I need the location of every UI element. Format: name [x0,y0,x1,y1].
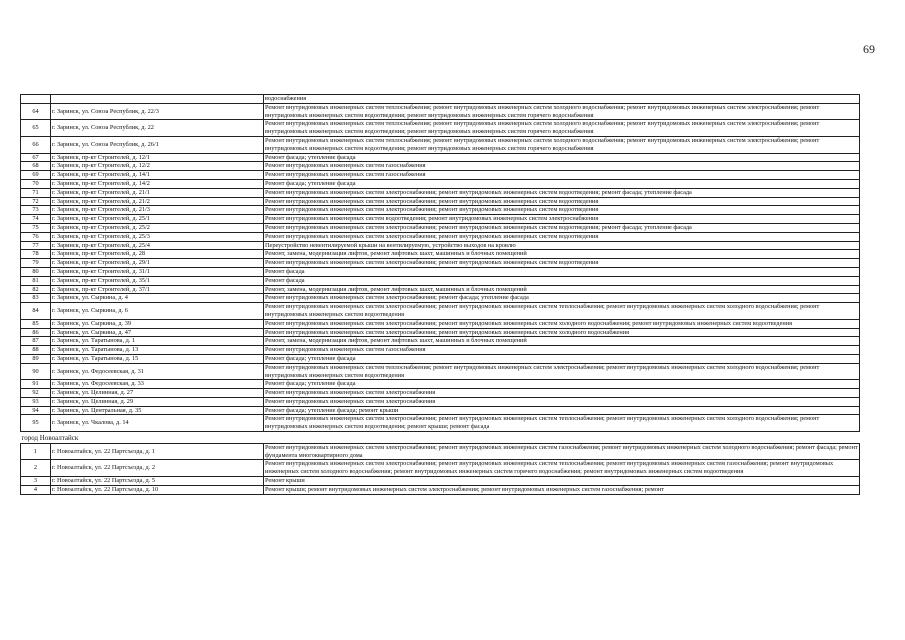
row-address: г. Заринск, ул. Союза Республик, д. 22/3 [51,103,264,120]
row-works: Ремонт внутридомовых инженерных систем водоотведения; ремонт внутридомовых инженерных систем электроснабжения [264,215,860,224]
row-number: 90 [21,363,51,380]
row-address: г. Заринск, пр-кт Строителей, д. 21/3 [51,206,264,215]
row-number: 82 [21,285,51,294]
row-address: г. Заринск, ул. Таратынова, д. 1 [51,337,264,346]
row-works: Ремонт фасада; утепление фасада [264,380,860,389]
row-works: Ремонт внутридомовых инженерных систем электроснабжения; ремонт внутридомовых инженерных систем газоснабжения; ремонт внутридомовых инженерных систем холодного водоснабжения; ремонт фасада; ремонт фундамента многоквартирного дома [265,443,858,459]
table-row [21,223,860,232]
row-number: 69 [21,171,51,180]
row-address: г. Заринск, пр-кт Строителей, д. 29/1 [51,259,264,268]
table-row [21,259,860,268]
table-row [21,346,860,355]
table-row [21,241,860,250]
row-address: г. Заринск, ул. Союза Республик, д. 26/1 [51,136,264,153]
table-row [21,337,860,346]
row-address: г. Заринск, ул. Союза Республик, д. 22 [51,120,264,137]
table-row [21,206,860,215]
table-row [21,389,860,398]
row-number: 79 [21,259,51,268]
row-works: Ремонт внутридомовых инженерных систем электроснабжения; ремонт внутридомовых инженерных систем теплоснабжения; ремонт внутридомовых инженерных систем газоснабжения; ремонт внутридомовых инженерных систем холодного водоснабжения; ремонт внутридомовых инженерных систем горячего водоснабжения; ремонт внутридомовых инженерных систем водоотведения [264,460,860,477]
row-address: г. Заринск, пр-кт Строителей, д. 12/1 [51,153,264,162]
table-body-novoaltaysk [21,443,860,494]
row-number: 66 [21,136,51,153]
row-works: Ремонт, замена, модернизация лифтов, ремонт лифтовых шахт, машинных и блочных помещений [264,250,860,259]
row-address: г. Заринск, пр-кт Строителей, д. 21/2 [51,197,264,206]
row-works: Ремонт внутридомовых инженерных систем теплоснабжения; ремонт внутридомовых инженерных систем холодного водоснабжения; ремонт внутридомовых инженерных систем электроснабжения; ремонт внутридомовых инженерных систем водоотведения; ремонт внутридомовых инженерных систем горячего водоснабжения [264,103,860,120]
row-number: 93 [21,397,51,406]
row-works: Ремонт внутридомовых инженерных систем теплоснабжения; ремонт внутридомовых инженерных систем холодного водоснабжения; ремонт внутридомовых инженерных систем электроснабжения; ремонт внутридомовых инженерных систем водоотведения; ремонт внутридомовых инженерных систем горячего водоснабжения [264,136,860,153]
row-number: 94 [21,406,51,415]
row-number: 72 [21,197,51,206]
row-address [51,95,264,104]
row-works: Ремонт внутридомовых инженерных систем электроснабжения; ремонт внутридомовых инженерных систем теплоснабжения; ремонт внутридомовых инженерных систем холодного водоснабжения; ремонт внутридомовых инженерных систем водоотведения; ремонт крыши; ремонт фасада [264,415,860,432]
row-works: Ремонт внутридомовых инженерных систем электроснабжения; ремонт внутридомовых инженерных систем водоотведения; ремонт фасада; утепление фасада [264,223,860,232]
row-number: 76 [21,232,51,241]
table-row [21,303,860,320]
row-works: Ремонт внутридомовых инженерных систем электроснабжения [264,397,860,406]
row-works: Ремонт внутридомовых инженерных систем теплоснабжения; ремонт внутридомовых инженерных систем холодного водоснабжения; ремонт внутридомовых инженерных систем электроснабжения; ремонт внутридомовых инженерных систем водоотведения; ремонт внутридомовых инженерных систем горячего водоснабжения [264,120,860,137]
row-number: 81 [21,276,51,285]
row-works: Ремонт внутридомовых инженерных систем электроснабжения [264,389,860,398]
row-address: г. Заринск, пр-кт Строителей, д. 14/1 [51,171,264,180]
row-number: 75 [21,223,51,232]
table-row [21,477,860,486]
table-row [21,197,860,206]
row-address: г. Заринск, пр-кт Строителей, д. 37/1 [51,285,264,294]
row-works: Ремонт внутридомовых инженерных систем электроснабжения; ремонт внутридомовых инженерных систем водоотведения [264,206,860,215]
table-row [21,443,860,460]
row-address: г. Заринск, пр-кт Строителей, д. 28 [51,250,264,259]
row-address: г. Заринск, ул. Таратынова, д. 13 [51,346,264,355]
row-address: г. Заринск, пр-кт Строителей, д. 12/2 [51,162,264,171]
table-row [21,179,860,188]
table-row [21,267,860,276]
row-number: 2 [21,460,51,477]
row-works: Ремонт внутридомовых инженерных систем электроснабжения; ремонт внутридомовых инженерных систем водоотведения; ремонт фасада; утепление фасада [264,188,860,197]
table-row [21,215,860,224]
row-works: Ремонт фасада; утепление фасада [264,179,860,188]
row-works: Ремонт крыши; ремонт внутридомовых инженерных систем электроснабжения; ремонт внутридомовых инженерных систем газоснабжения; ремонт [264,485,860,494]
table-row [21,95,860,104]
table-row [21,250,860,259]
row-number: 77 [21,241,51,250]
row-address: г. Новоалтайск, ул. 22 Партсъезда, д. 5 [51,477,264,486]
row-works: Ремонт внутридомовых инженерных систем электроснабжения; ремонт внутридомовых инженерных систем водоотведения [264,232,860,241]
table-row [21,276,860,285]
table-row [21,415,860,432]
row-address: г. Заринск, ул. Целинная, д. 29 [51,397,264,406]
row-address: г. Заринск, пр-кт Строителей, д. 31/1 [51,267,264,276]
row-address: г. Заринск, ул. Таратынова, д. 15 [51,354,264,363]
row-number: 71 [21,188,51,197]
row-works: Ремонт, замена, модернизация лифтов, ремонт лифтовых шахт, машинных и блочных помещений [264,285,860,294]
section-title: город Новоалтайск [21,432,860,444]
table-row [21,485,860,494]
table-row [21,232,860,241]
row-address: г. Заринск, ул. Чкалова, д. 14 [51,415,264,432]
table-row [21,188,860,197]
row-address: г. Новоалтайск, ул. 22 Партсъезда, д. 2 [51,460,264,477]
row-works: водоснабжения [264,95,860,104]
row-number: 85 [21,319,51,328]
row-works: Ремонт крыши [264,477,860,486]
row-number [21,95,51,104]
table-row [21,120,860,137]
row-address: г. Заринск, пр-кт Строителей, д. 35/1 [51,276,264,285]
row-address: г. Заринск, ул. Сыркина, д. 6 [51,303,264,320]
row-works: Ремонт внутридомовых инженерных систем электроснабжения; ремонт внутридомовых инженерных систем водоотведения [264,259,860,268]
row-works: Ремонт фасада [264,276,860,285]
row-works: Ремонт внутридомовых инженерных систем электроснабжения; ремонт фасада; утепление фасада [264,294,860,303]
row-works: Ремонт внутридомовых инженерных систем газоснабжения [264,171,860,180]
row-address: г. Заринск, ул. Сыркина, д. 39 [51,319,264,328]
row-works: Ремонт фасада; утепление фасада; ремонт крыши [264,406,860,415]
row-number: 83 [21,294,51,303]
row-works: Ремонт внутридомовых инженерных систем электроснабжения; ремонт внутридомовых инженерных систем холодного водоснабжения [264,328,860,337]
table-row [21,136,860,153]
row-address: г. Заринск, ул. Федосеевская, д. 31 [51,363,264,380]
row-number: 65 [21,120,51,137]
row-works: Ремонт внутридомовых инженерных систем газоснабжения [264,346,860,355]
row-works: Ремонт внутридомовых инженерных систем электроснабжения; ремонт внутридомовых инженерных систем водоотведения [264,197,860,206]
row-address: г. Заринск, пр-кт Строителей, д. 25/1 [51,215,264,224]
table-row [21,354,860,363]
row-address: г. Заринск, ул. Центральная, д. 35 [51,406,264,415]
row-works: Ремонт внутридомовых инженерных систем теплоснабжения; ремонт внутридомовых инженерных систем электроснабжения; ремонт внутридомовых инженерных систем холодного водоснабжения; ремонт внутридомовых инженерных систем водоотведения [264,363,860,380]
row-number: 88 [21,346,51,355]
row-number: 84 [21,303,51,320]
row-number: 95 [21,415,51,432]
row-address: г. Заринск, ул. Сыркина, д. 47 [51,328,264,337]
table-row [21,380,860,389]
row-number: 92 [21,389,51,398]
row-number: 1 [21,443,51,460]
row-address: г. Заринск, пр-кт Строителей, д. 14/2 [51,179,264,188]
table-row [21,103,860,120]
table-row [21,285,860,294]
row-number: 89 [21,354,51,363]
row-address: г. Новоалтайск, ул. 22 Партсъезда, д. 10 [51,485,264,494]
row-works: Ремонт внутридомовых инженерных систем электроснабжения; ремонт внутридомовых инженерных систем теплоснабжения; ремонт внутридомовых инженерных систем холодного водоснабжения; ремонт внутридомовых инженерных систем водоотведения [264,303,860,320]
table-body-zarinsk [21,95,860,432]
page-number: 69 [863,42,875,56]
table-row [21,171,860,180]
table-row [21,363,860,380]
row-works: Ремонт фасада [264,267,860,276]
row-number: 91 [21,380,51,389]
row-works: Ремонт фасада; утепление фасада [264,153,860,162]
row-number: 67 [21,153,51,162]
row-number: 86 [21,328,51,337]
row-address: г. Заринск, пр-кт Строителей, д. 21/1 [51,188,264,197]
row-address: г. Новоалтайск, ул. 22 Партсъезда, д. 1 [51,443,264,460]
repair-works-table [20,94,860,495]
row-address: г. Заринск, ул. Сыркина, д. 4 [51,294,264,303]
table-row [21,294,860,303]
row-number: 70 [21,179,51,188]
row-address: г. Заринск, ул. Целинная, д. 27 [51,389,264,398]
table-row [21,406,860,415]
row-number: 64 [21,103,51,120]
row-works: Ремонт, замена, модернизация лифтов, ремонт лифтовых шахт, машинных и блочных помещений [264,337,860,346]
row-number: 4 [21,485,51,494]
table-row [21,397,860,406]
row-number: 78 [21,250,51,259]
row-number: 87 [21,337,51,346]
row-number: 74 [21,215,51,224]
table-row [21,328,860,337]
row-number: 73 [21,206,51,215]
table-row [21,162,860,171]
row-works: Ремонт внутридомовых инженерных систем электроснабжения; ремонт внутридомовых инженерных систем холодного водоснабжения; ремонт внутридомовых инженерных систем водоотведения [264,319,860,328]
table-body-section [21,432,860,444]
row-works: Ремонт фасада; утепление фасада [264,354,860,363]
row-address: г. Заринск, пр-кт Строителей, д. 25/4 [51,241,264,250]
row-works: Ремонт внутридомовых инженерных систем газоснабжения [264,162,860,171]
row-number: 80 [21,267,51,276]
row-address: г. Заринск, ул. Федосеевская, д. 33 [51,380,264,389]
table-row [21,460,860,477]
table-row [21,319,860,328]
row-address: г. Заринск, пр-кт Строителей, д. 25/2 [51,223,264,232]
section-row [21,432,860,444]
row-works: Переустройство невентилируемой крыши на вентилируемую, устройство выходов на кровлю [264,241,860,250]
row-address: г. Заринск, пр-кт Строителей, д. 25/3 [51,232,264,241]
row-number: 68 [21,162,51,171]
table-row [21,153,860,162]
row-number: 3 [21,477,51,486]
